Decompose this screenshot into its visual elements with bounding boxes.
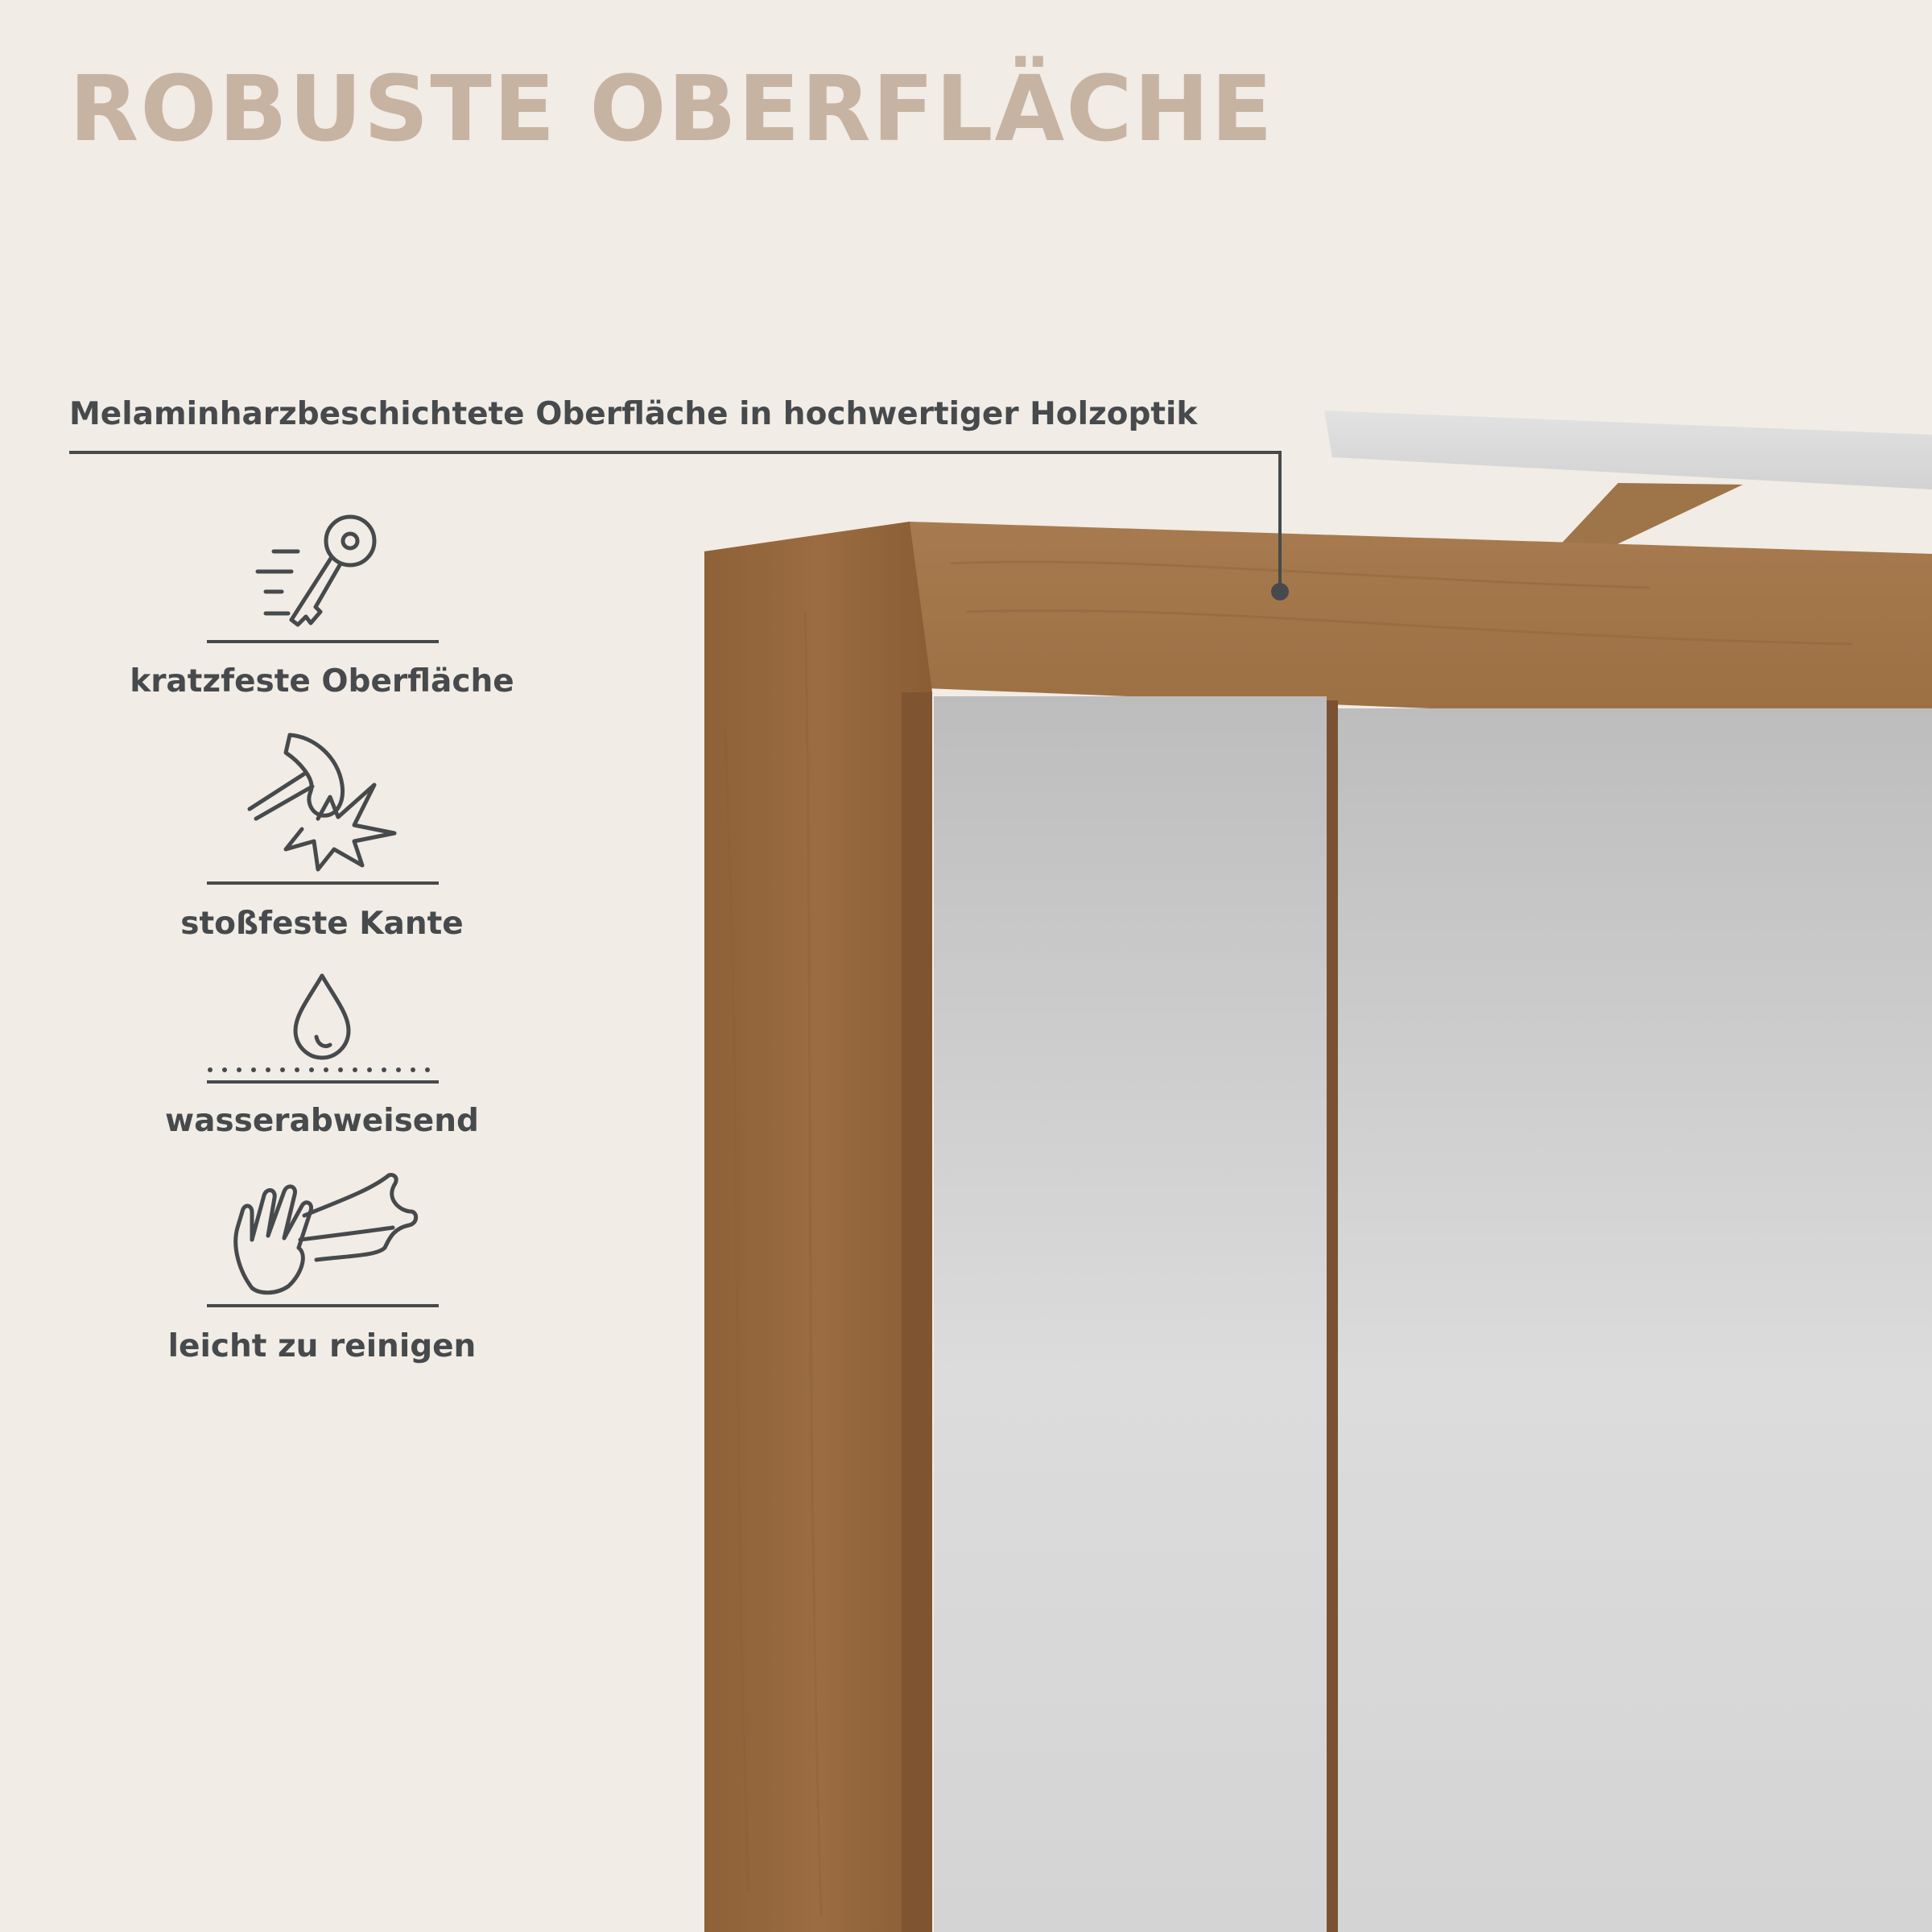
water-line [207, 1067, 439, 1086]
feature-label: stoßfeste Kante [180, 906, 464, 942]
feature-label: leicht zu reinigen [167, 1328, 477, 1364]
hammer-impact-icon [242, 729, 402, 873]
mirror-door-left [934, 696, 1327, 1932]
feature-label: wasserabweisend [165, 1103, 479, 1139]
key-scratch-icon [242, 507, 402, 644]
divider-line [207, 640, 439, 645]
water-drop-icon [286, 972, 358, 1061]
annotation-label: Melaminharzbeschichtete Oberfläche in hochwertiger Holzoptik [69, 396, 1198, 432]
lamp-bracket [1558, 483, 1743, 551]
mirror-door-right [1338, 708, 1932, 1932]
cabinet-side-board [704, 522, 932, 1932]
hand-cloth-icon [228, 1167, 421, 1296]
divider-line [207, 1304, 439, 1309]
door-gap [1327, 700, 1338, 1932]
lamp-bar [1324, 411, 1932, 489]
feature-label: kratzfeste Oberfläche [130, 663, 514, 700]
divider-line [207, 881, 439, 886]
page-title: ROBUSTE OBERFLÄCHE [69, 57, 1274, 162]
